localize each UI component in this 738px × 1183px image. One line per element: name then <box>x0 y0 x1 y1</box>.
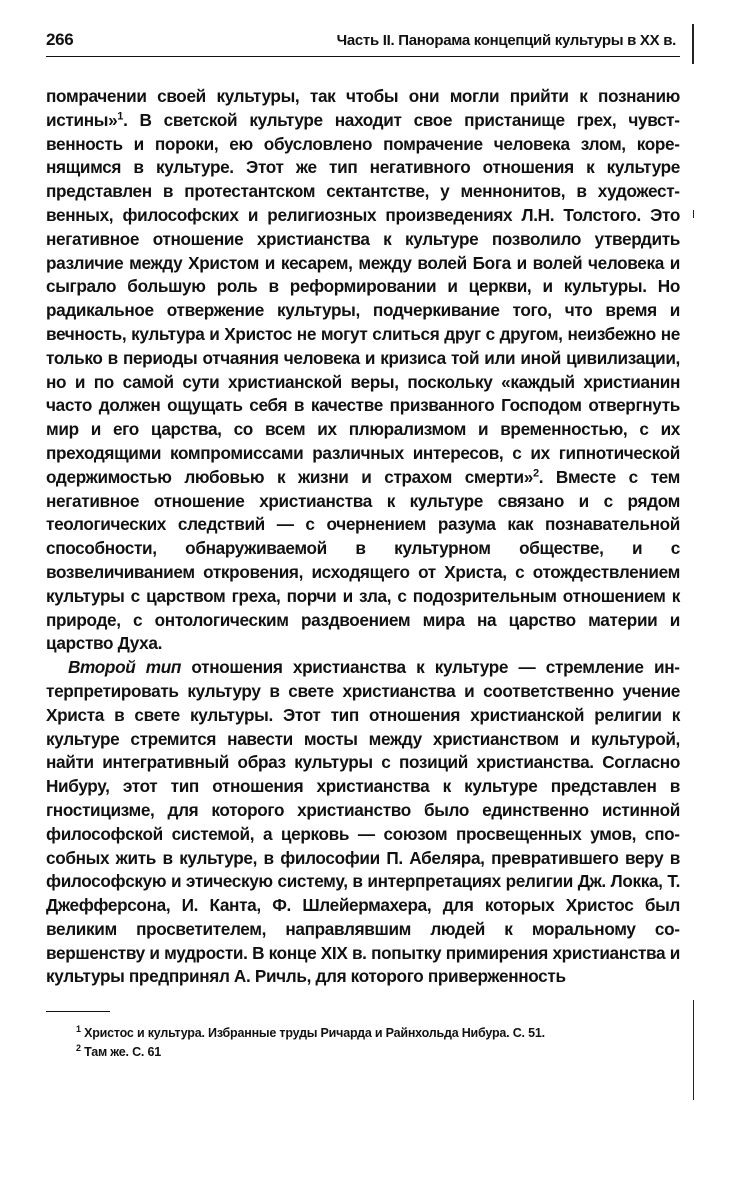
footnote-separator <box>46 1011 110 1012</box>
text-run: . В светской культуре находит свое пристанище грех, чувственность и пороки, ею обусловлено помрачение человека злом, коренящимся в культуре. Этот же тип негативного отношения к культуре представлен в протестантском сектантстве, у меннонитов, в художественных, философских и религиозных произведениях Л.Н. Толстого. Это негативное отношение христианства к культуре позволило утвердить различие между Христом и кесарем, между волей Бога и волей человека и сыграло большую роль в реформировании и церкви, и культуры. Но радикальное отвержение культуры, подчеркивание того, что время и вечность, культура и Христос не могут слиться друг с другом, неизбежно не только в периоды отчаяния человека и кризиса той или иной цивилизации, но и по самой сути христианской веры, поскольку «каждый христианин часто должен ощущать себя в качестве призванного Господом отвергнуть мир и его царства, со всем их плюрализмом и временностью, с их преходящими компромиссами различных интересов, с их гипнотической одержимостью любовью к жизни и страхом смерти» <box>46 109 680 487</box>
page-edge-mark <box>693 210 694 218</box>
page-edge-mark <box>692 24 694 64</box>
text-run: отношения христианства к культуре — стремление интерпретировать культуру в свете христианства и соответственно учение Христа в свете культуры. Этот тип отношения христианской религии к культуре стремится навести мосты между христианством и культурой, найти интегративный образ культуры с позиций христианства. Согласно Нибуру, этот тип отношения христианства к культуре представлен в гностицизме, для которого христианство было единственно истинной философской системой, а церковь — союзом просвещенных умов, способных жить в культуре, в философии П. Абеляра, превратившего веру в философскую и этическую систему, в интерпретациях религии Дж. Локка, Т. Джефферсона, И. Канта, Ф. Шлейермахера, для которых Христос был великим просветителем, направлявшим людей к моральному совершенству и мудрости. В конце XIX в. попытку примирения христианства и культуры предпринял А. Ричль, для которого приверженность <box>46 657 680 987</box>
footnote-ref: 2 <box>532 467 539 480</box>
footnote-text: Христос и культура. Избранные труды Ричарда и Райнхольда Нибура. С. 51. <box>84 1026 545 1041</box>
page-number: 266 <box>46 30 74 49</box>
book-page <box>46 30 680 1062</box>
footnote <box>46 1024 680 1043</box>
footnote-mark: 2 <box>76 1043 81 1054</box>
text-run: помрачении своей культуры, так чтобы они могли прийти к познанию истины» <box>46 86 680 130</box>
paragraph <box>46 85 680 656</box>
footnote-text: Там же. С. 61 <box>84 1045 161 1060</box>
text-run: . Вместе с тем негативное отношение христианства к культуре связано и с рядом теологических следствий — с очернением разума как познавательной способности, обнаруживаемой в культурном обществе, и с возвеличиванием откровения, исходящего от Христа, с отождествлением культуры с царством греха, порчи и зла, с подозрительным отношением к природе, с онтологическим раздвоением мира на царство материи и царство Духа. <box>46 466 680 654</box>
emphasized-term: Второй тип <box>68 657 182 678</box>
footnote-mark: 1 <box>76 1024 81 1035</box>
footnote <box>46 1043 680 1062</box>
footnote-ref: 1 <box>117 110 124 123</box>
main-text <box>46 85 680 989</box>
footnotes <box>46 1024 680 1062</box>
page-header <box>46 30 680 57</box>
page-edge-mark <box>693 1000 694 1100</box>
running-title: Часть II. Панорама концепций культуры в XX в. <box>336 32 676 49</box>
paragraph <box>46 656 680 989</box>
